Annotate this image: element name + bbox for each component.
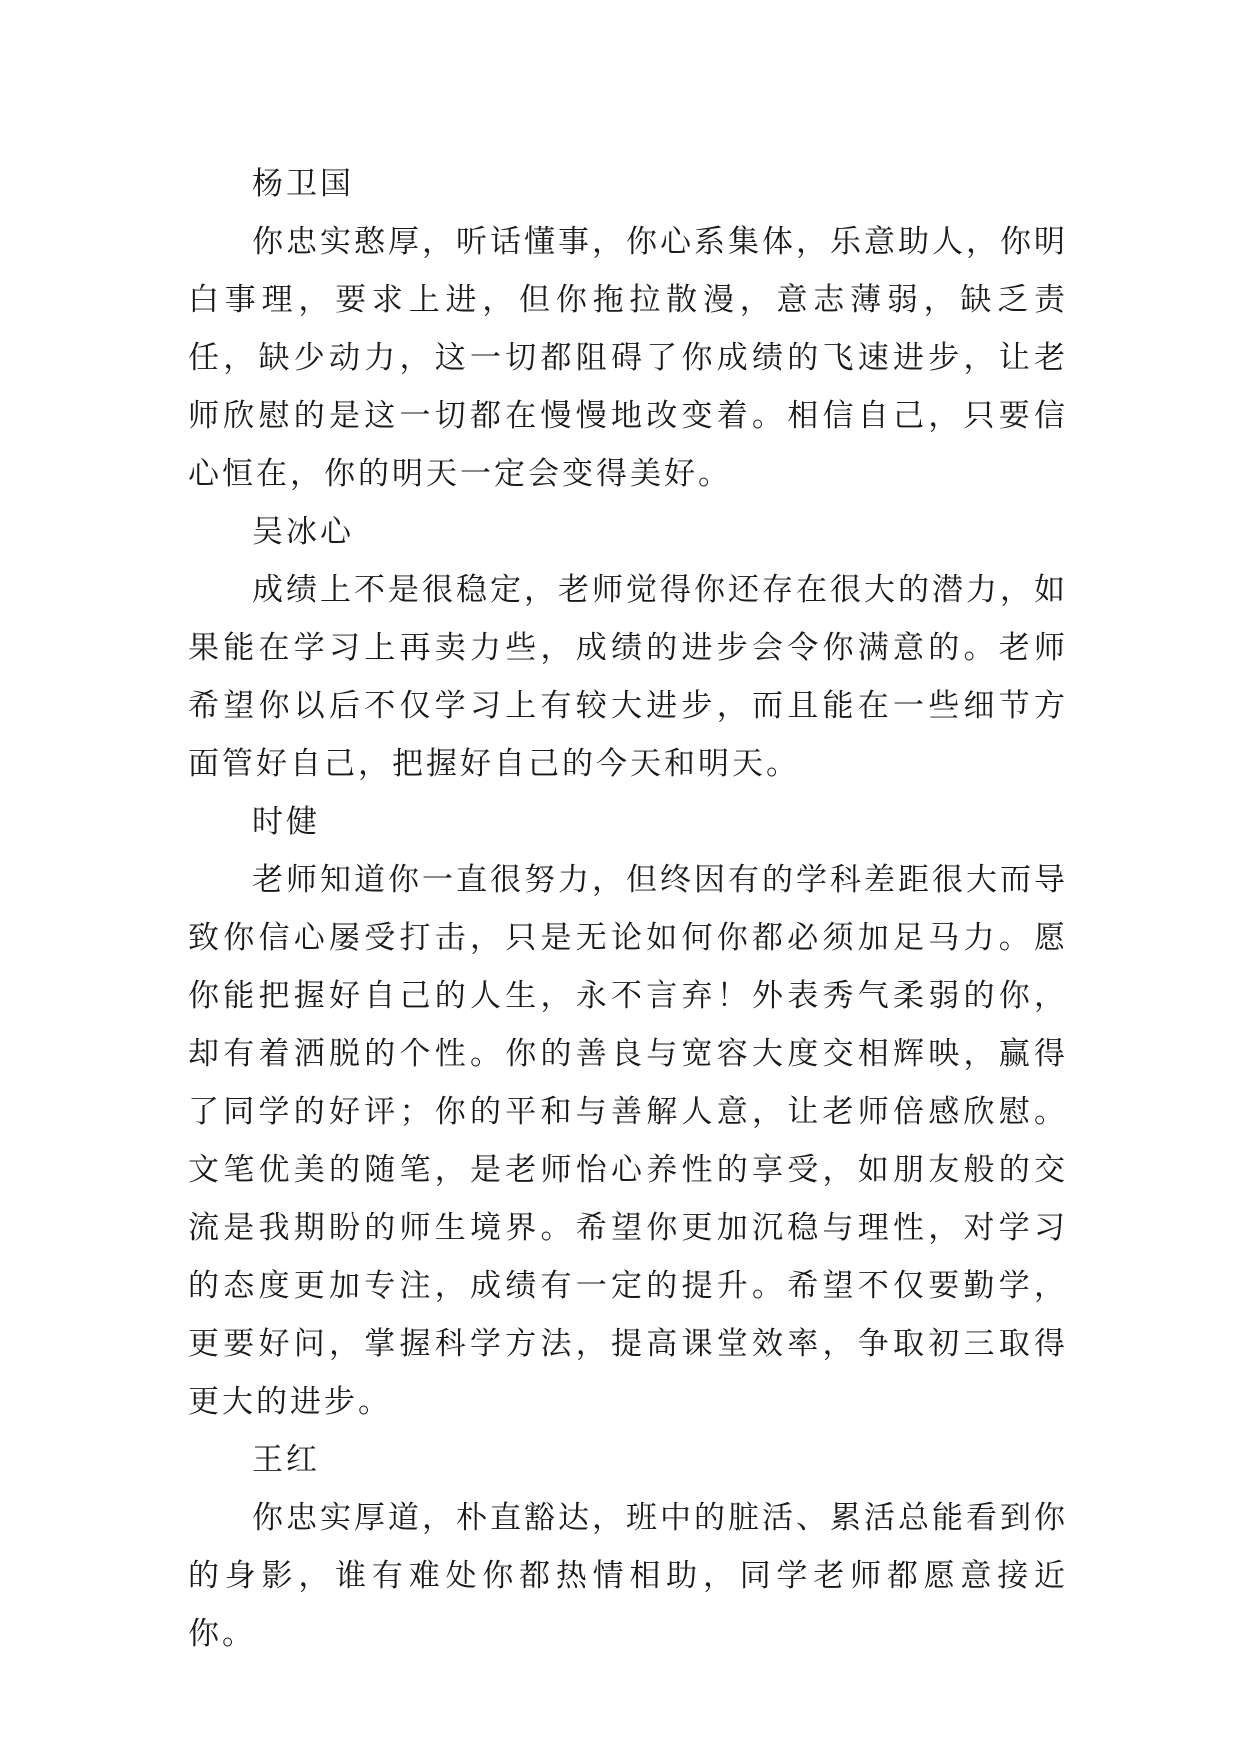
comment-paragraph: 你忠实憨厚，听话懂事，你心系集体，乐意助人，你明白事理，要求上进，但你拖拉散漫，意志薄弱，缺乏责任，缺少动力，这一切都阻碍了你成绩的飞速进步，让老师欣慰的是这一切都在慢慢地改变着。相信自己，只要信心恒在，你的明天一定会变得美好。	[188, 224, 1068, 492]
student-name: 王红	[252, 1442, 320, 1478]
student-name: 吴冰心	[252, 514, 354, 550]
comment-paragraph: 你忠实厚道，朴直豁达，班中的脏活、累活总能看到你的身影，谁有难处你都热情相助，同学老师都愿意接近你。	[188, 1500, 1068, 1652]
document-body	[188, 155, 1068, 1663]
comment-paragraph: 老师知道你一直很努力，但终因有的学科差距很大而导致你信心屡受打击，只是无论如何你都必须加足马力。愿你能把握好自己的人生，永不言弃！外表秀气柔弱的你，却有着洒脱的个性。你的善良与宽容大度交相辉映，赢得了同学的好评；你的平和与善解人意，让老师倍感欣慰。文笔优美的随笔，是老师怡心养性的享受，如朋友般的交流是我期盼的师生境界。希望你更加沉稳与理性，对学习的态度更加专注，成绩有一定的提升。希望不仅要勤学，更要好问，掌握科学方法，提高课堂效率，争取初三取得更大的进步。	[188, 862, 1068, 1420]
comment-paragraph: 成绩上不是很稳定，老师觉得你还存在很大的潜力，如果能在学习上再卖力些，成绩的进步会令你满意的。老师希望你以后不仅学习上有较大进步，而且能在一些细节方面管好自己，把握好自己的今天和明天。	[188, 572, 1068, 782]
student-name: 杨卫国	[252, 166, 354, 202]
student-name: 时健	[252, 804, 320, 840]
